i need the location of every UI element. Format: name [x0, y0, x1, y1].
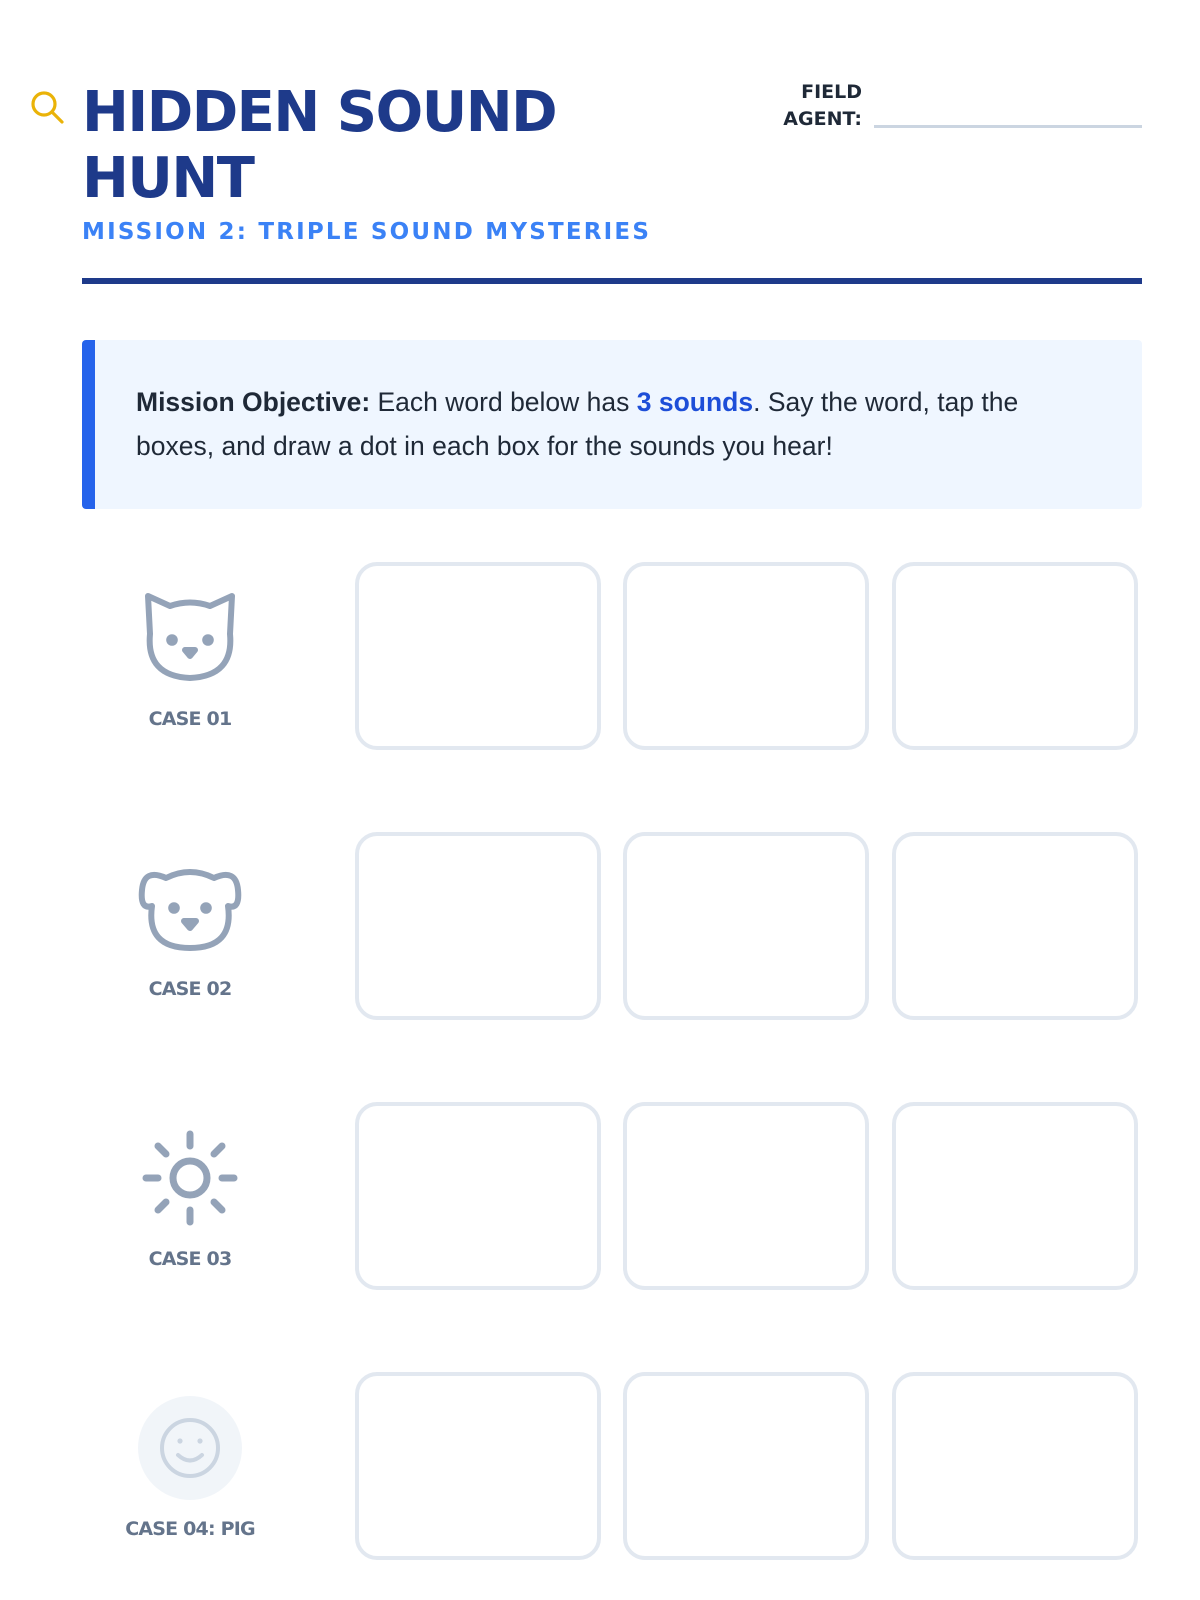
- objective-text-before: Each word below has: [370, 387, 637, 417]
- case-row: [0, 562, 1200, 752]
- case-label: CASE 02: [148, 978, 232, 1000]
- case-label: CASE 04: PIG: [125, 1518, 255, 1540]
- case-label: CASE 03: [148, 1248, 232, 1270]
- sound-box[interactable]: [892, 832, 1138, 1020]
- sound-box[interactable]: [892, 1372, 1138, 1560]
- sound-box[interactable]: [623, 562, 869, 750]
- sound-box[interactable]: [892, 1102, 1138, 1290]
- objective-text-after: . Say the word, tap the boxes, and draw a dot in each box for the sounds you hear!: [136, 387, 1019, 461]
- sound-box[interactable]: [355, 832, 601, 1020]
- case-label: CASE 01: [148, 708, 232, 730]
- page-subtitle: MISSION 2: TRIPLE SOUND MYSTERIES: [82, 219, 652, 245]
- sound-box[interactable]: [892, 562, 1138, 750]
- sound-box[interactable]: [355, 1372, 601, 1560]
- case-row: [0, 1372, 1200, 1562]
- sound-box[interactable]: [355, 1102, 601, 1290]
- cat-icon: [138, 586, 242, 690]
- sun-icon: [138, 1126, 242, 1230]
- objective-lead: Mission Objective:: [136, 387, 371, 417]
- sound-box[interactable]: [355, 562, 601, 750]
- field-agent-label-line1: FIELD: [801, 81, 862, 103]
- sound-box[interactable]: [623, 1372, 869, 1560]
- sound-box[interactable]: [623, 1102, 869, 1290]
- case-row: [0, 832, 1200, 1022]
- page-title: HIDDEN SOUND HUNT: [82, 80, 557, 211]
- objective-highlight: 3 sounds: [636, 387, 754, 417]
- dog-icon: [138, 856, 242, 960]
- smiley-icon: [138, 1396, 242, 1500]
- sound-box[interactable]: [623, 832, 869, 1020]
- case-row: [0, 1102, 1200, 1292]
- field-agent-label-line2: AGENT:: [783, 108, 862, 130]
